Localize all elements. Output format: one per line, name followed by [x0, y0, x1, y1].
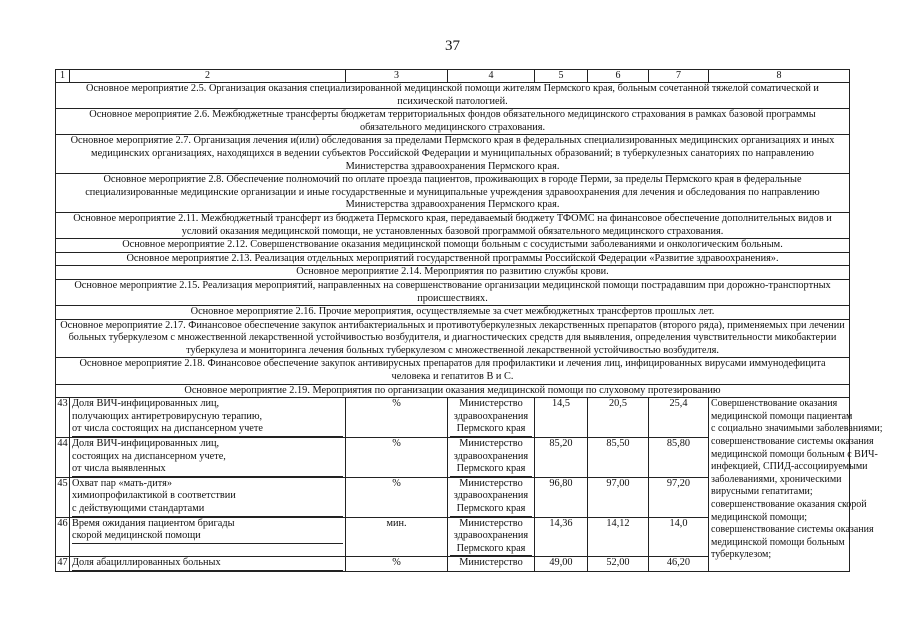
activity-row — [56, 212, 850, 238]
row-number: 45 — [56, 477, 70, 517]
indicator-name-line: скорой медицинской помощи — [72, 530, 343, 544]
column-number: 1 — [56, 70, 70, 83]
responsible-executor-line: здравоохранения — [453, 450, 529, 462]
target-value: 14,0 — [649, 517, 709, 557]
target-value: 52,00 — [588, 557, 649, 572]
activity-row — [56, 83, 850, 109]
responsible-executor — [448, 477, 535, 517]
expected-results-line: медицинской помощи больным — [711, 536, 845, 548]
target-value: 96,80 — [535, 477, 588, 517]
responsible-executor-line: Министерство — [459, 517, 523, 529]
row-number: 46 — [56, 517, 70, 557]
indicator-name — [70, 398, 346, 438]
activity-row — [56, 252, 850, 266]
target-value: 14,5 — [535, 398, 588, 438]
indicator-name — [70, 517, 346, 557]
responsible-executor-line: Пермского края — [450, 423, 532, 437]
expected-results-line: туберкулезом; — [711, 549, 772, 561]
indicator-name-line: Доля абациллированных больных — [72, 557, 343, 571]
responsible-executor-line: Министерство — [459, 477, 523, 489]
column-number: 6 — [588, 70, 649, 83]
expected-results-line: совершенствование системы оказания — [711, 436, 874, 448]
responsible-executor-line: Пермского края — [450, 463, 532, 477]
column-number: 3 — [346, 70, 448, 83]
responsible-executor-line: здравоохранения — [453, 410, 529, 422]
target-value: 97,20 — [649, 477, 709, 517]
expected-results-line: с социально значимыми заболеваниями; — [711, 423, 883, 435]
responsible-executor — [448, 557, 535, 572]
expected-results-line: Совершенствование оказания — [711, 398, 838, 410]
expected-results-line: вирусными гепатитами; — [711, 486, 813, 498]
indicator-name-line: Охват пар «мать-дитя» — [72, 477, 173, 489]
indicator-name-line: получающих антиретровирусную терапию, — [72, 410, 263, 422]
target-value: 46,20 — [649, 557, 709, 572]
unit-of-measure: % — [346, 557, 448, 572]
activity-row — [56, 319, 850, 358]
expected-results — [709, 398, 883, 572]
activity-row — [56, 239, 850, 253]
expected-results-line: совершенствование оказания скорой — [711, 499, 867, 510]
column-number: 4 — [448, 70, 535, 83]
indicator-name-line: с действующими стандартами — [72, 503, 343, 517]
row-number: 43 — [56, 398, 70, 438]
activity-text: Основное мероприятие 2.7. Организация лечения и(или) обследования за пределами Пермского края в федеральных специализированных медицинских организациях и иных медицинских организациях, находящихся в ведении субъектов Российской Федерации и муниципальных образований; в туберкулезных санаториях по направлению Министерства здравоохранения Пермского края. — [56, 135, 850, 174]
activity-row — [56, 135, 850, 174]
responsible-executor — [448, 438, 535, 478]
activity-row — [56, 266, 850, 280]
expected-results-line: инфекцией, СПИД-ассоциируемыми — [711, 461, 868, 473]
unit-of-measure: % — [346, 477, 448, 517]
responsible-executor — [448, 398, 535, 438]
indicator-name-line: Доля ВИЧ-инфицированных лиц, — [72, 398, 220, 410]
row-number: 44 — [56, 438, 70, 478]
page-number: 37 — [445, 38, 460, 54]
expected-results-line: заболеваниями, хроническими — [711, 473, 842, 485]
activity-text: Основное мероприятие 2.13. Реализация отдельных мероприятий государственной программы Российской Федерации «Развитие здравоохранения». — [56, 252, 850, 266]
expected-results-line: медицинской помощи пациентам — [711, 410, 853, 422]
activity-row — [56, 384, 850, 398]
responsible-executor-line: здравоохранения — [453, 490, 529, 502]
responsible-executor-line: Министерство — [459, 438, 523, 450]
target-value: 25,4 — [649, 398, 709, 438]
activity-text: Основное мероприятие 2.12. Совершенствование оказания медицинской помощи больным с сосудистыми заболеваниями и онкологическим больным. — [56, 239, 850, 253]
column-number: 5 — [535, 70, 588, 83]
activity-text: Основное мероприятие 2.8. Обеспечение полномочий по оплате проезда пациентов, проживающих в городе Перми, за пределы Пермского края в федеральные специализированные медицинские организации и иные государственные и муниципальные учреждения здравоохранения для лечения и обследования по направлению Министерства здравоохранения Пермского края. — [56, 174, 850, 213]
responsible-executor-line: Пермского края — [450, 503, 532, 517]
activity-text: Основное мероприятие 2.5. Организация оказания специализированной медицинской помощи жителям Пермского края, больным сочетанной тяжелой соматической и психической патологией. — [56, 83, 850, 109]
activity-row — [56, 109, 850, 135]
activity-text: Основное мероприятие 2.14. Мероприятия по развитию службы крови. — [56, 266, 850, 280]
activity-text: Основное мероприятие 2.15. Реализация мероприятий, направленных на совершенствование организации медицинской помощи пострадавшим при дорожно-транспортных происшествиях. — [56, 279, 850, 305]
unit-of-measure: мин. — [346, 517, 448, 557]
target-value: 14,36 — [535, 517, 588, 557]
activity-row — [56, 174, 850, 213]
expected-results-line: медицинской помощи; — [711, 511, 808, 523]
responsible-executor-line: Министерство — [459, 398, 523, 410]
indicator-row — [56, 398, 850, 438]
target-value: 49,00 — [535, 557, 588, 572]
indicator-name — [70, 557, 346, 572]
activity-text: Основное мероприятие 2.17. Финансовое обеспечение закупок антибактериальных и противотуберкулезных лекарственных препаратов (второго ряда), применяемых при лечении больных туберкулезом с множественной лекарственной устойчивостью возбудителя, и диагностических средств для выявления, определения чувствительности микобактерии туберкулеза и мониторинга лечения больных туберкулезом с множественной лекарственной устойчивостью возбудителя. — [56, 319, 850, 358]
target-value: 14,12 — [588, 517, 649, 557]
indicator-name — [70, 438, 346, 478]
column-number: 7 — [649, 70, 709, 83]
activity-row — [56, 306, 850, 320]
responsible-executor — [448, 517, 535, 557]
target-value: 20,5 — [588, 398, 649, 438]
activity-text: Основное мероприятие 2.16. Прочие мероприятия, осуществляемые за счет межбюджетных трансфертов прошлых лет. — [56, 306, 850, 320]
unit-of-measure: % — [346, 398, 448, 438]
target-value: 85,50 — [588, 438, 649, 478]
target-value: 85,20 — [535, 438, 588, 478]
unit-of-measure: % — [346, 438, 448, 478]
indicator-name — [70, 477, 346, 517]
activity-text: Основное мероприятие 2.18. Финансовое обеспечение закупок антивирусных препаратов для профилактики и лечения лиц, инфицированных вирусами иммунодефицита человека и гепатитов В и С. — [56, 358, 850, 384]
expected-results-line: медицинской помощи больным с ВИЧ- — [711, 448, 878, 460]
activity-text: Основное мероприятие 2.19. Мероприятия по организации оказания медицинской помощи по слуховому протезированию — [56, 384, 850, 398]
column-number: 8 — [709, 70, 850, 83]
indicator-name-line: от числа состоящих на диспансерном учете — [72, 423, 343, 437]
column-number: 2 — [70, 70, 346, 83]
indicator-name-line: химиопрофилактикой в соответствии — [72, 490, 236, 502]
activity-text: Основное мероприятие 2.6. Межбюджетные трансферты бюджетам территориальных фондов обязательного медицинского страхования в рамках базовой программы обязательного медицинского страхования. — [56, 109, 850, 135]
responsible-executor-line: Пермского края — [450, 543, 532, 557]
responsible-executor-line: Министерство — [459, 557, 523, 569]
indicator-name-line: Время ожидания пациентом бригады — [72, 517, 235, 529]
activity-row — [56, 358, 850, 384]
row-number: 47 — [56, 557, 70, 572]
indicators-table — [55, 69, 883, 572]
indicator-name-line: от числа выявленных — [72, 463, 343, 477]
activity-row — [56, 279, 850, 305]
expected-results-line: совершенствование системы оказания — [711, 524, 874, 536]
target-value: 85,80 — [649, 438, 709, 478]
column-number-row — [56, 70, 850, 83]
indicator-name-line: состоящих на диспансерном учете, — [72, 450, 226, 462]
responsible-executor-line: здравоохранения — [453, 530, 529, 542]
activity-text: Основное мероприятие 2.11. Межбюджетный трансферт из бюджета Пермского края, передаваемый бюджету ТФОМС на финансовое обеспечение дополнительных видов и условий оказания медицинской помощи, не установленных базовой программой обязательного медицинского страхования. — [56, 212, 850, 238]
target-value: 97,00 — [588, 477, 649, 517]
indicator-name-line: Доля ВИЧ-инфицированных лиц, — [72, 438, 220, 450]
